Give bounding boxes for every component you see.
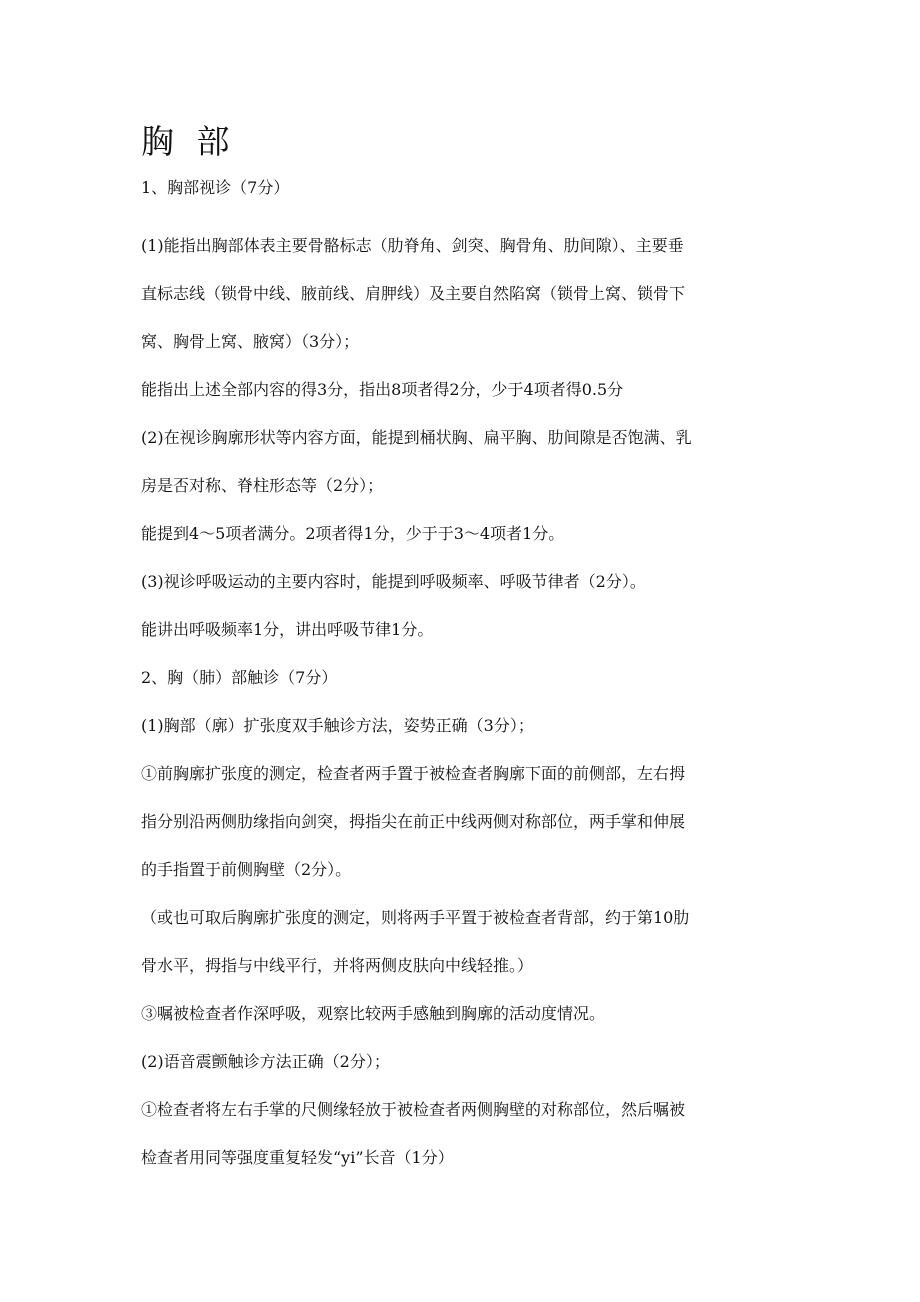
text-line: (1)胸部（廓）扩张度双手触诊方法，姿势正确（3分）； bbox=[141, 716, 534, 735]
text-line: 直标志线（锁骨中线、腋前线、肩胛线）及主要自然陷窝（锁骨上窝、锁骨下 bbox=[141, 284, 686, 303]
text-line: ①前胸廓扩张度的测定，检查者两手置于被检查者胸廓下面的前侧部，左右拇 bbox=[141, 764, 686, 783]
text-line: (3)视诊呼吸运动的主要内容时，能提到呼吸频率、呼吸节律者（2分）。 bbox=[141, 572, 646, 591]
text-line: (2)语音震颤触诊方法正确（2分）； bbox=[141, 1052, 390, 1071]
text-line: (1)能指出胸部体表主要骨骼标志（肋脊角、剑突、胸骨角、肋间隙）、主要垂 bbox=[141, 236, 684, 255]
text-line: 指分别沿两侧肋缘指向剑突，拇指尖在前正中线两侧对称部位，两手掌和伸展 bbox=[141, 812, 686, 831]
text-line: 能提到4～5项者满分。2项者得1分，少于于3～4项者1分。 bbox=[141, 524, 565, 543]
text-line: 窝、胸骨上窝、腋窝）（3分）； bbox=[141, 332, 360, 351]
text-line: (2)在视诊胸廓形状等内容方面，能提到桶状胸、扁平胸、肋间隙是否饱满、乳 bbox=[141, 428, 692, 447]
section-heading: 1、胸部视诊（7分） bbox=[141, 178, 290, 197]
text-line: 能讲出呼吸频率1分，讲出呼吸节律1分。 bbox=[141, 620, 434, 639]
text-line: 的手指置于前侧胸壁（2分）。 bbox=[141, 860, 352, 879]
text-line: ③嘱被检查者作深呼吸，观察比较两手感触到胸廓的活动度情况。 bbox=[141, 1004, 606, 1023]
section-heading: 2、胸（肺）部触诊（7分） bbox=[141, 668, 338, 687]
document-page bbox=[141, 120, 786, 1182]
text-line: ①检查者将左右手掌的尺侧缘轻放于被检查者两侧胸壁的对称部位，然后嘱被 bbox=[141, 1100, 686, 1119]
text-line: （或也可取后胸廓扩张度的测定，则将两手平置于被检查者背部，约于第10肋 bbox=[141, 908, 690, 927]
text-line: 能指出上述全部内容的得3分，指出8项者得2分，少于4项者得0.5分 bbox=[141, 380, 624, 399]
text-line: 骨水平，拇指与中线平行，并将两侧皮肤向中线轻推。） bbox=[141, 956, 534, 975]
page-title: 胸 部 bbox=[141, 122, 236, 161]
text-line: 房是否对称、脊柱形态等（2分）； bbox=[141, 476, 384, 495]
text-line: 检查者用同等强度重复轻发“yi”长音（1分） bbox=[141, 1148, 454, 1167]
